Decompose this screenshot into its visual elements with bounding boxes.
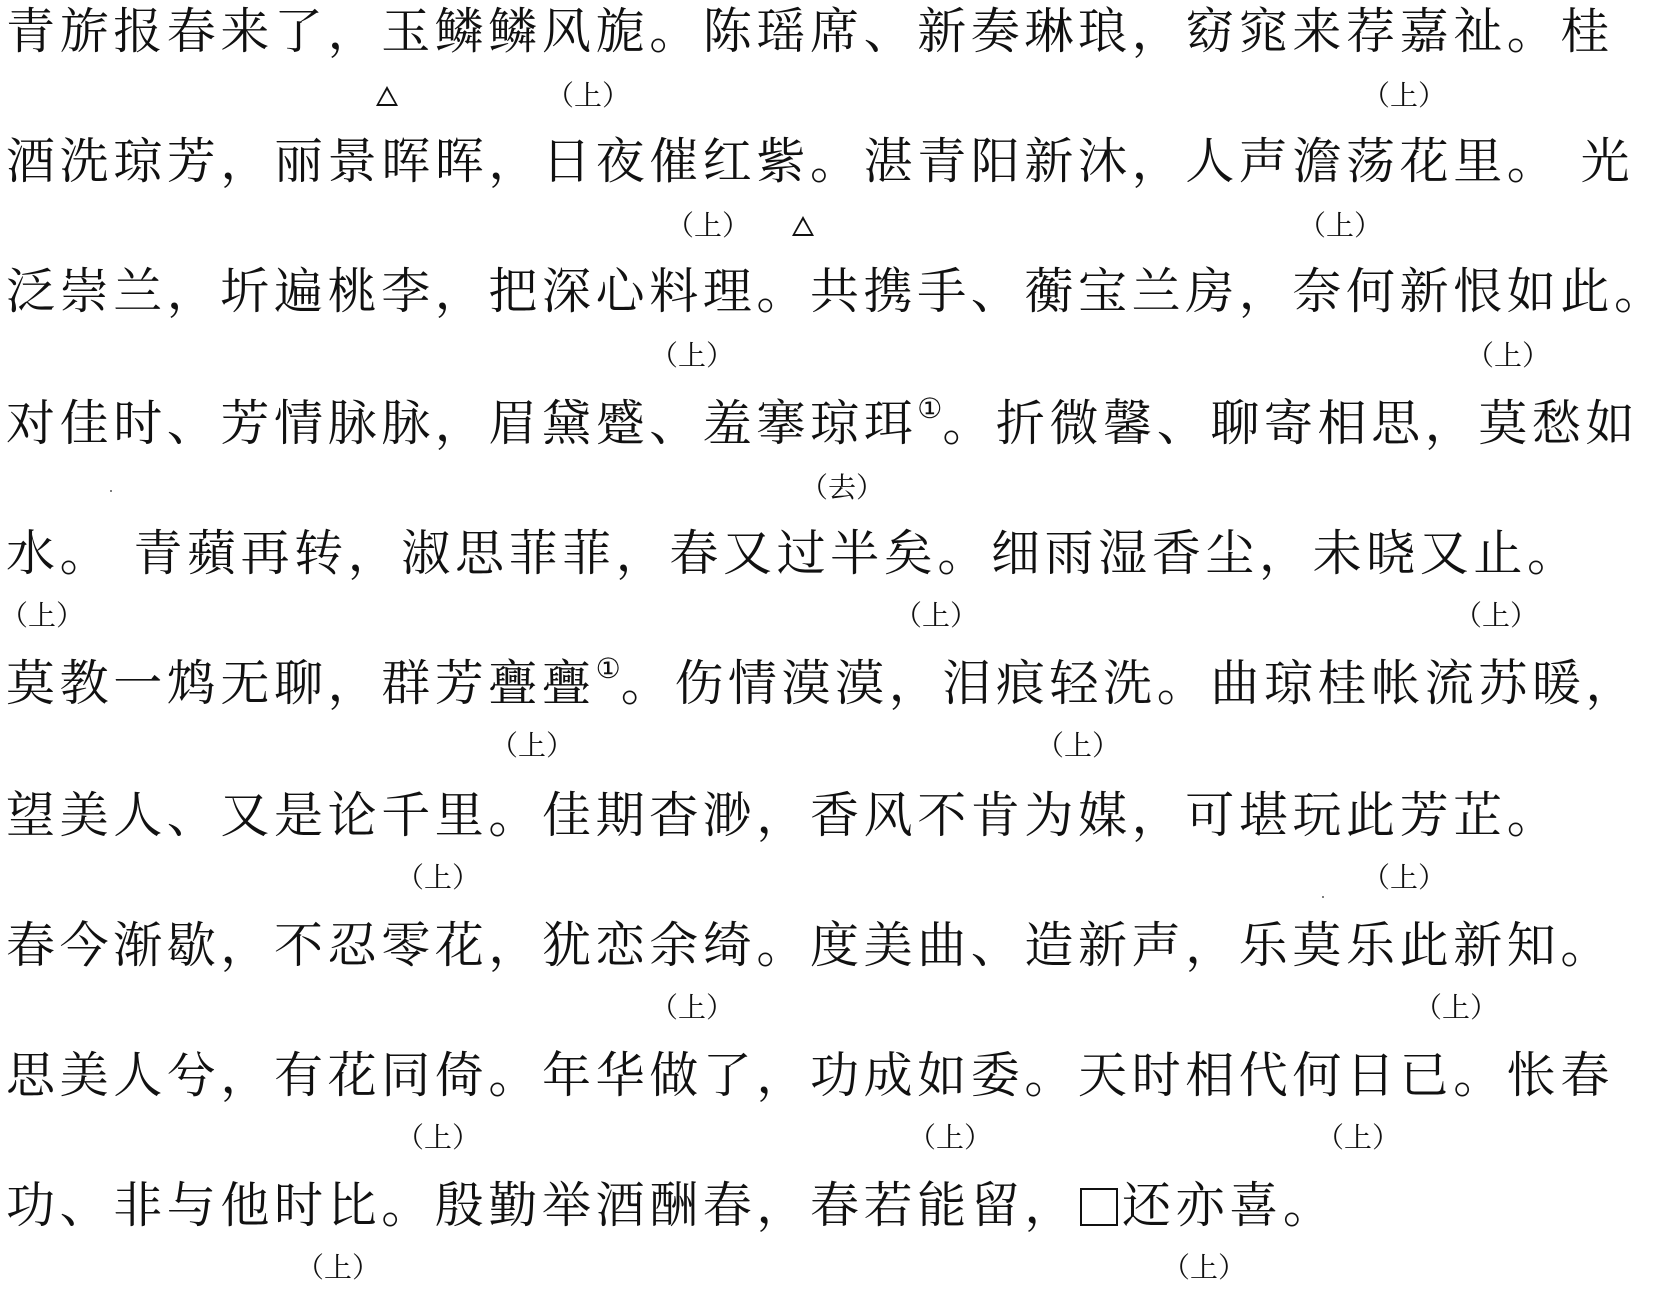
tone-mark: （上） <box>1362 861 1447 894</box>
poem-line-5 <box>0 524 1581 654</box>
tone-mark: （上） <box>1162 1251 1247 1284</box>
tone-mark: （上） <box>650 991 735 1024</box>
tone-mark: （上） <box>1466 339 1551 372</box>
tone-mark: （上） <box>396 861 481 894</box>
poem-line-9 <box>0 1046 1615 1176</box>
poem-line-4 <box>0 392 1640 524</box>
tone-mark: （上） <box>490 729 575 762</box>
footnote-marker: ① <box>595 652 621 685</box>
poem-line-text: 水。 青蘋再转，淑思菲菲，春又过半矣。细雨湿香尘，未晓又止。 <box>6 525 1581 582</box>
tone-mark: （上） <box>546 79 631 112</box>
scan-speck <box>110 490 112 492</box>
tone-mark: （上） <box>650 339 735 372</box>
tone-mark: （上） <box>1454 599 1539 632</box>
poem-text-segment: 功、非与他时比。殷勤举酒酬春，春若能留， <box>6 1177 1079 1234</box>
poem-line-1 <box>0 2 1615 132</box>
missing-character-box-icon <box>1080 1188 1118 1226</box>
poem-line-text: 思美人兮，有花同倚。年华做了，功成如委。天时相代何日已。怅春 <box>6 1047 1615 1104</box>
tone-mark: （上） <box>1316 1121 1401 1154</box>
triangle-outline-icon <box>792 216 814 236</box>
tone-mark: （上） <box>666 209 751 242</box>
poem-line-text <box>6 394 1639 454</box>
poem-line-text <box>6 1176 1336 1236</box>
poem-line-text: 酒洗琼芳，丽景晖晖，日夜催红紫。湛青阳新沐，人声澹荡花里。 光 <box>6 133 1635 190</box>
poem-text-segment: 对佳时、芳情脉脉，眉黛蹙、羞搴琼珥 <box>6 395 918 452</box>
tone-mark: （上） <box>894 599 979 632</box>
triangle-outline-icon <box>376 86 398 106</box>
tone-mark: （上） <box>0 599 85 632</box>
scan-speck <box>1322 896 1324 898</box>
tone-mark: （上） <box>296 1251 381 1284</box>
poem-text-segment: 莫教一鸩无聊，群芳亹亹 <box>6 655 596 712</box>
poem-line-text <box>6 654 1639 714</box>
tone-mark: （上） <box>1414 991 1499 1024</box>
poem-text-segment: 。折微馨、聊寄相思，莫愁如 <box>942 395 1640 452</box>
tone-mark: （上） <box>908 1121 993 1154</box>
poem-line-text: 望美人、又是论千里。佳期杳渺，香风不肯为媒，可堪玩此芳芷。 <box>6 787 1561 844</box>
tone-mark: （去） <box>800 471 885 504</box>
poem-line-10 <box>0 1176 1566 1306</box>
poem-line-text: 青旂报春来了，玉鳞鳞风旎。陈瑶席、新奏琳琅，窈窕来荐嘉祉。桂 <box>6 3 1615 60</box>
tone-mark: （上） <box>1036 729 1121 762</box>
tone-mark: （上） <box>1298 209 1383 242</box>
poem-text-segment: 。伤情漠漠，泪痕轻洗。曲琼桂帐流苏暖， <box>620 655 1640 712</box>
poem-line-8 <box>0 916 1615 1046</box>
poem-line-text: 春今渐歇，不忍零花，犹恋余绮。度美曲、造新声，乐莫乐此新知。 <box>6 917 1615 974</box>
poem-line-text: 泛崇兰，圻遍桃李，把深心料理。共携手、蘅宝兰房，奈何新恨如此。 <box>6 263 1668 320</box>
footnote-marker: ① <box>917 392 943 425</box>
poem-line-6 <box>0 652 1640 784</box>
poem-line-7 <box>0 786 1566 916</box>
poem-text-segment: 还亦喜。 <box>1122 1177 1337 1234</box>
tone-mark: （上） <box>1362 79 1447 112</box>
poem-line-2 <box>0 132 1635 262</box>
poem-line-3 <box>0 262 1668 392</box>
tone-mark: （上） <box>396 1121 481 1154</box>
